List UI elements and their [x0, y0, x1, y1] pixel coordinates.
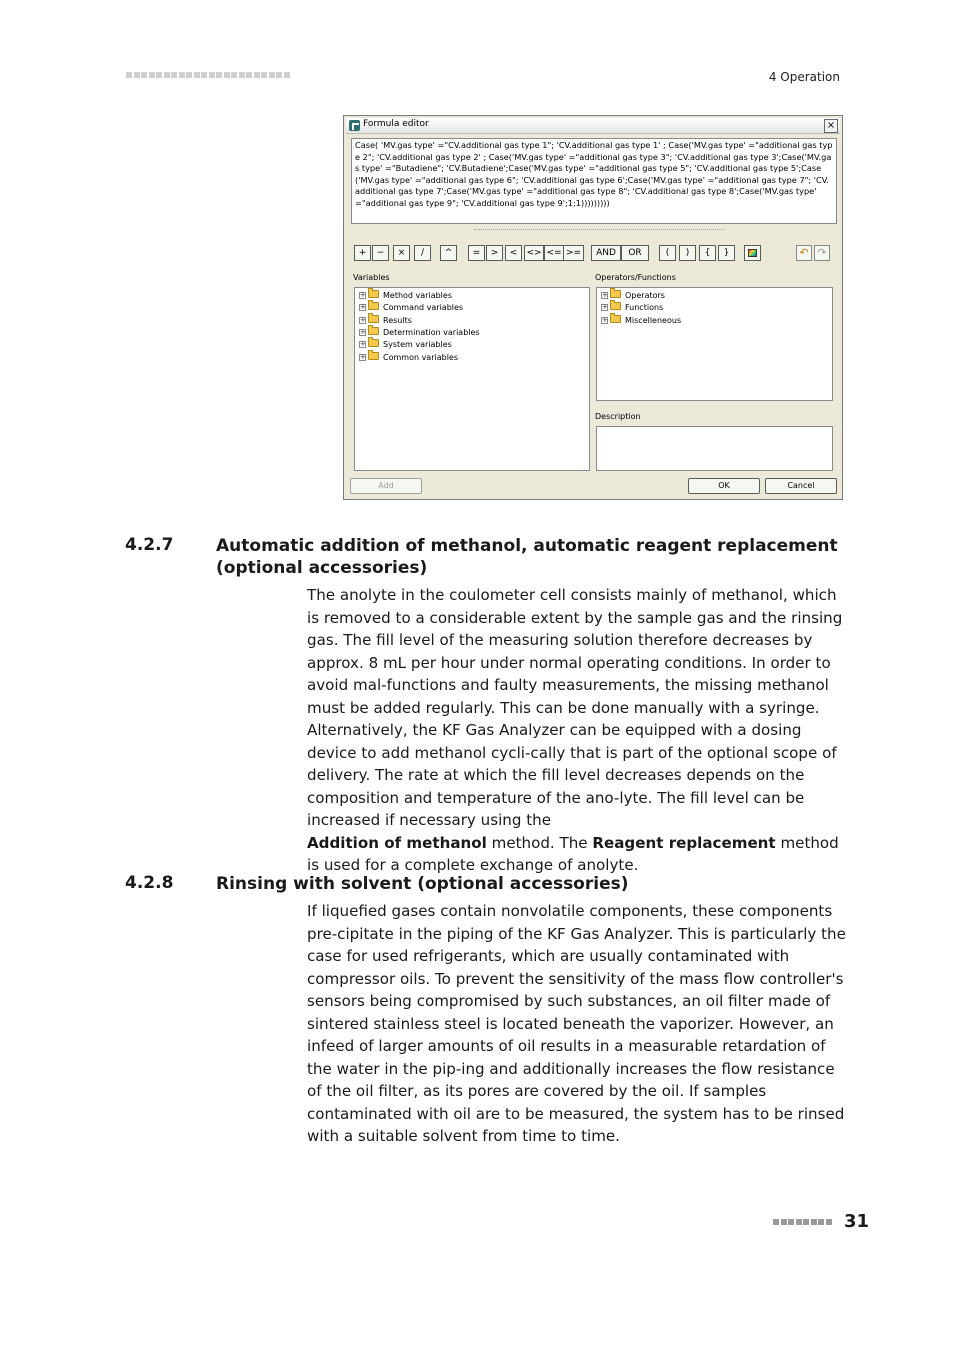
folder-icon	[368, 290, 379, 298]
tree-item-label: Functions	[625, 303, 664, 313]
tree-item-label: Miscelleneous	[625, 315, 682, 325]
tree-item-label: Results	[383, 315, 412, 325]
description-box	[596, 426, 833, 471]
folder-icon	[368, 327, 379, 335]
tree-item[interactable]	[359, 327, 480, 339]
expand-icon[interactable]: +	[360, 352, 366, 361]
tree-item[interactable]	[359, 302, 463, 314]
operator-button[interactable]: <	[505, 245, 522, 261]
section-title: Automatic addition of methanol, automatic reagent replacement (optional accessories)	[216, 536, 838, 578]
splitter-handle[interactable]	[474, 229, 724, 233]
expand-icon[interactable]: +	[360, 327, 366, 336]
tree-item-label: System variables	[383, 340, 452, 350]
folder-icon	[368, 315, 379, 323]
description-label: Description	[595, 412, 641, 421]
folder-icon	[368, 339, 379, 347]
operator-button[interactable]: >	[486, 245, 503, 261]
ok-button[interactable]: OK	[688, 478, 760, 494]
expand-icon[interactable]: +	[360, 291, 366, 299]
operator-button[interactable]: ^	[440, 245, 457, 261]
operator-button[interactable]: −	[372, 245, 389, 261]
tree-item-label: Command variables	[383, 303, 464, 313]
formula-input[interactable]: Case( 'MV.gas type' ="CV.additional gas type 1"; 'CV.additional gas type 1' ; Case('MV.gas type' ="additional gas type 2"; 'CV.additional gas type 2' ; Case('MV.gas type' ="additional gas type 3"; 'CV.additional gas type 3';Case('MV.gas type' ="Butadiene"; 'CV.Butadiene';Case('MV.gas type' ="additional gas type 5"; 'CV.additional gas type 5';Case('MV.gas type' ="additional gas type 6"; 'CV.additional gas type 6';Case('MV.gas type' ="additional gas type 7"; 'CV.additional gas type 7';Case('MV.gas type' ="additional gas type 8"; 'CV.additional gas type 8';Case('MV.gas type' ="additional gas type 9"; 'CV.additional gas type 9';1;1)))))))))	[351, 138, 837, 224]
expand-icon[interactable]: +	[602, 303, 608, 312]
footer-decoration	[773, 1219, 832, 1225]
operator-button[interactable]: AND	[591, 245, 621, 261]
tree-item-label: Common variables	[383, 352, 459, 362]
paragraph-text: method. The	[486, 833, 593, 852]
tree-item[interactable]	[359, 352, 458, 364]
tree-item-label: Method variables	[383, 291, 452, 300]
variables-tree[interactable]	[354, 287, 590, 471]
folder-icon	[368, 352, 379, 360]
folder-icon	[610, 302, 621, 310]
add-button[interactable]: Add	[350, 478, 422, 494]
operator-button[interactable]: <=	[544, 245, 564, 261]
chapter-title: 4 Operation	[768, 70, 840, 84]
formula-editor-window	[343, 115, 843, 500]
title-bar	[346, 118, 840, 134]
app-icon	[349, 120, 360, 131]
expand-icon[interactable]: +	[360, 303, 366, 312]
cancel-button[interactable]: Cancel	[765, 478, 837, 494]
operator-button[interactable]: +	[354, 245, 371, 261]
operator-button[interactable]: /	[414, 245, 431, 261]
expand-icon[interactable]: +	[602, 291, 608, 299]
bold-term: Reagent replacement	[592, 833, 776, 852]
operator-button[interactable]: <>	[524, 245, 544, 261]
operators-tree[interactable]	[596, 287, 833, 401]
expand-icon[interactable]: +	[602, 315, 608, 324]
header-decoration	[126, 72, 290, 78]
redo-icon[interactable]: ↷	[814, 245, 830, 261]
section-paragraph	[307, 584, 847, 877]
section-paragraph: If liquefied gases contain nonvolatile components, these components pre-cipitate in the piping of the KF Gas Analyzer. This is particularly the case for used refrigerants, which are usually contaminated with compressor oils. To prevent the sensitivity of the mass flow controller's sensors being compromised by such substances, an oil filter made of sintered stainless steel is located beneath the vaporizer. However, an infeed of larger amounts of oil results in a measurable retardation of the water in the pip-ing and additionally increases the flow resistance of the oil filter, as its pores are covered by the oil. If samples contaminated with oil are to be measured, the system has to be rinsed with a suitable solvent from time to time.	[307, 902, 846, 1145]
operator-button[interactable]: {	[699, 245, 716, 261]
color-palette-icon[interactable]	[744, 245, 761, 261]
folder-icon	[610, 290, 621, 298]
expand-icon[interactable]: +	[360, 340, 366, 349]
tree-item-label: Determination variables	[383, 327, 480, 337]
undo-icon[interactable]: ↶	[796, 245, 812, 261]
operators-functions-label: Operators/Functions	[595, 273, 676, 282]
operator-button[interactable]: >=	[563, 245, 584, 261]
folder-icon	[368, 302, 379, 310]
variables-label: Variables	[353, 273, 390, 282]
bold-term: Addition of methanol	[307, 833, 487, 852]
operator-button[interactable]: )	[679, 245, 696, 261]
operator-button[interactable]: (	[659, 245, 676, 261]
operator-button[interactable]: }	[718, 245, 735, 261]
paragraph-text: The anolyte in the coulometer cell consists mainly of methanol, which is removed to a considerable extent by the sample gas and the rinsing gas. The fill level of the measuring solution therefore decreases by approx. 8 mL per hour under normal operating conditions. In order to avoid mal-functions and faulty measurements, the missing methanol must be added regularly. This can be done manually with a syringe. Alternatively, the KF Gas Analyzer can be equipped with a dosing device to add methanol cycli-cally that is part of the optional scope of delivery. The rate at which the fill level decreases depends on the composition and temperature of the ano-lyte. The fill level can be increased if necessary using the	[307, 586, 843, 829]
tree-item[interactable]	[359, 315, 412, 327]
paragraph-text: method is used for a complete exchange of anolyte.	[307, 833, 839, 874]
section-number: 4.2.7	[125, 535, 174, 555]
section-number: 4.2.8	[125, 873, 174, 893]
operator-button[interactable]: ×	[393, 245, 410, 261]
operator-button[interactable]: =	[468, 245, 485, 261]
operator-button[interactable]: OR	[621, 245, 649, 261]
page-number: 31	[844, 1211, 870, 1232]
expand-icon[interactable]: +	[360, 315, 366, 324]
tree-item-label: Operators	[625, 291, 665, 300]
close-button[interactable]: ×	[824, 119, 838, 133]
window-title: Formula editor	[363, 119, 429, 129]
folder-icon	[610, 315, 621, 323]
tree-item[interactable]	[601, 315, 681, 327]
section-title: Rinsing with solvent (optional accessories)	[216, 874, 629, 894]
